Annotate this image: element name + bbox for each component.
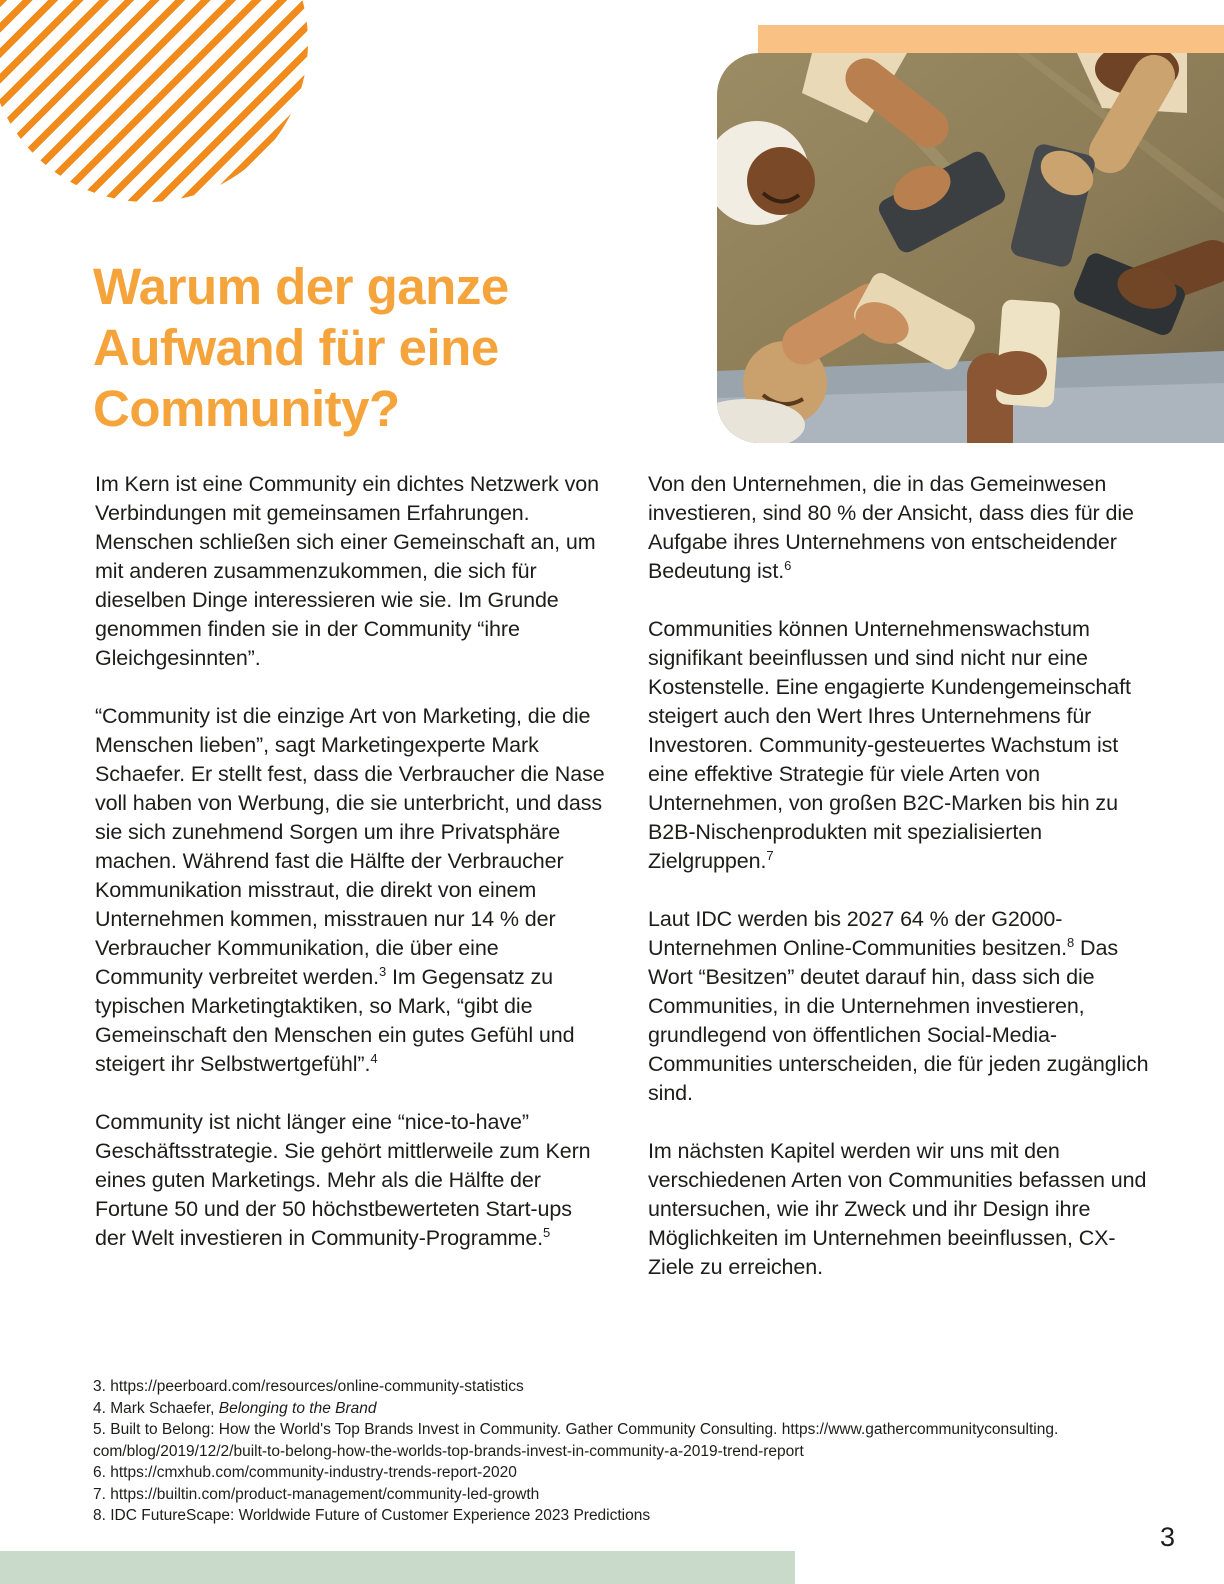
footnote-ref-6: 6 [784,557,792,573]
paragraph-growth: Communities können Unternehmenswachstum signifikant beeinflussen und sind nicht nur eine Kostenstelle. Eine engagierte Kundengemeinschaft steigert auch den Wert Ihres Unternehmens für Investoren. Community-gesteuertes Wachstum ist eine effektive Strategie für viele Arten von Unternehmen, von großen B2C-Marken bis hin zu B2B-Nischenprodukten mit spezialisierten Zielgruppen.$^7$ [648,617,1131,873]
footnote-6: 6. https://cmxhub.com/community-industry-trends-report-2020 [93,1464,517,1481]
right-text-column [648,470,1156,1282]
footnote-7: 7. https://builtin.com/product-management/community-led-growth [93,1485,540,1503]
footnote-ref-7: 7 [766,847,774,863]
footnote-5-line-1: 5. Built to Belong: How the World's Top Brands Invest in Community. Gather Community Consulting. https://www.gathercommunityconsulting. [93,1421,1059,1438]
paragraph-nice-to-have: Community ist nicht länger eine “nice-to-have” Geschäftsstrategie. Sie gehört mittlerweile zum Kern eines guten Marketings. Mehr als die Hälfte der Fortune 50 und der 50 höchstbewerteten Start-ups der Welt investieren in Community-Programme.$^5$ [95,1110,591,1250]
paragraph-idc: Laut IDC werden bis 2027 64 % der G2000-Unternehmen Online-Communities besitzen.$^8$ Das Wort “Besitzen” deutet darauf hin, dass sich die Communities, in die Unternehmen investieren, grundlegend von öffentlichen Social-Media-Communities unterscheiden, die für jeden zugänglich sind. [648,907,1149,1105]
striped-circle-decoration [0,0,308,202]
paragraph-intro: Im Kern ist eine Community ein dichtes Netzwerk von Verbindungen mit gemeinsamen Erfahrungen. Menschen schließen sich einer Gemeinschaft an, um mit anderen zusammenzukommen, die sich für dieselben Dinge interessieren wie sie. Im Grunde genommen finden sie in der Community “ihre Gleichgesinnten”. [95,472,599,670]
footnote-ref-8: 8 [1067,934,1075,950]
footnote-ref-3: 3 [378,963,387,979]
paragraph-next-chapter: Im nächsten Kapitel werden wir uns mit den verschiedenen Arten von Communities befassen und untersuchen, wie ihr Zweck und ihr Design ihre Möglichkeiten im Unternehmen beeinflussen, CX-Ziele zu erreichen. [648,1139,1147,1279]
footnotes [93,1376,1165,1527]
community-photo-illustration [717,53,1224,443]
footnote-ref-4: 4 [370,1050,378,1066]
footnote-ref-5: 5 [543,1224,551,1240]
page-title: Warum der ganze Aufwand für eine Community? [93,258,509,437]
paragraph-80-percent: Von den Unternehmen, die in das Gemeinwesen investieren, sind 80 % der Ansicht, dass dies für die Aufgabe ihres Unternehmens von entscheidender Bedeutung ist.$^6$ [648,472,1134,583]
paragraph-schaefer-quote: “Community ist die einzige Art von Marketing, die die Menschen lieben”, sagt Marketingexperte Mark Schaefer. Er stellt fest, dass die Verbraucher die Nase voll haben von Werbung, die sie unterbricht, und dass sie sich zunehmend Sorgen um ihre Privatsphäre machen. Während fast die Hälfte der Verbraucher Kommunikation misstraut, die direkt von einem Unternehmen kommen, misstrauen nur 14 % der Verbraucher Kommunikation, die über eine Community verbreitet werden.$^3$ Im Gegensatz zu typischen Marketingtaktiken, so Mark, “gibt die Gemeinschaft den Menschen ein gutes Gefühl und steigert ihr Selbstwertgefühl”.$^4$ [95,704,605,1076]
community-photo [717,53,1224,443]
left-text-column [95,470,607,1253]
footnote-3: 3. https://peerboard.com/resources/online-community-statistics [93,1378,524,1395]
footnote-5-line-2: com/blog/2019/12/2/built-to-belong-how-the-worlds-top-brands-invest-in-community-a-2019-trend-report [93,1442,804,1460]
page-number: 3 [1160,1522,1176,1552]
footnote-8: 8. IDC FutureScape: Worldwide Future of Customer Experience 2023 Predictions [93,1507,651,1524]
bottom-green-bar [0,1551,795,1584]
footnote-4: 4. Mark Schaefer, Belonging to the Brand [93,1399,377,1417]
